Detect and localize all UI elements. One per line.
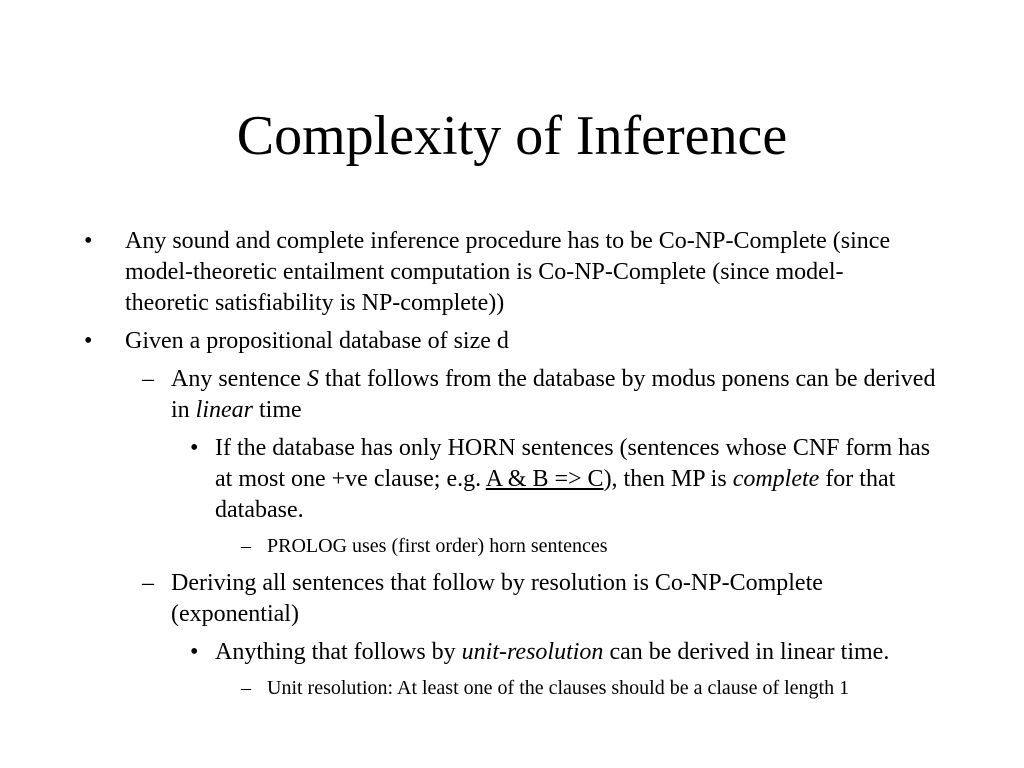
dash-marker: – (142, 366, 154, 392)
emphasis-text: complete (732, 466, 820, 492)
level4-item (0, 533, 1024, 560)
text-segment: for that database. (215, 466, 896, 523)
bullet-marker: • (190, 435, 199, 461)
dash-marker: – (142, 570, 154, 596)
underlined-example: A & B => C (485, 466, 604, 492)
text-segment: time (253, 397, 302, 423)
bullet-text: Any sound and complete inference procedure has to be Co-NP-Complete (since model-theoretic entailment computation is Co-NP-Complete (since model-theoretic satisfiability is NP-complete)) (125, 228, 891, 316)
text-segment: that follows from the database by modus ponens can be derived in (171, 366, 936, 423)
emphasis-text: unit-resolution (461, 639, 604, 665)
sub-bullet-text: Deriving all sentences that follow by resolution is Co-NP-Complete (exponential) (171, 570, 823, 627)
sub-sub-bullet-item (0, 637, 1024, 668)
sub-sub-bullet-text (215, 433, 935, 526)
bullet-marker: • (84, 228, 93, 254)
sub-sub-bullet-item (0, 433, 1024, 526)
text-segment: Anything that follows by (215, 639, 462, 665)
dash-marker: – (241, 677, 251, 699)
bullet-text: Given a propositional database of size d (125, 328, 509, 354)
level4-text: PROLOG uses (first order) horn sentences (267, 535, 608, 557)
bullet-marker: • (84, 328, 93, 354)
level4-text: Unit resolution: At least one of the clauses should be a clause of length 1 (267, 677, 850, 699)
emphasis-text: S (306, 366, 319, 392)
text-segment: Any sentence (171, 366, 307, 392)
bullet-item (0, 226, 1024, 319)
sub-bullet-item (0, 568, 1024, 630)
text-segment: can be derived in linear time. (603, 639, 890, 665)
level4-item (0, 675, 1024, 702)
dash-marker: – (241, 535, 251, 557)
bullet-marker: • (190, 639, 199, 665)
slide-title: Complexity of Inference (236, 105, 788, 167)
slide-body (0, 226, 1024, 710)
sub-bullet-text (171, 364, 941, 426)
sub-sub-bullet-text (215, 637, 935, 668)
text-segment: ), then MP is (603, 466, 733, 492)
emphasis-text: linear (195, 397, 253, 423)
text-segment: If the database has only HORN sentences (sentences whose CNF form has at most one +ve clause; e.g. (215, 435, 931, 492)
bullet-item (0, 326, 1024, 357)
sub-bullet-item (0, 364, 1024, 426)
